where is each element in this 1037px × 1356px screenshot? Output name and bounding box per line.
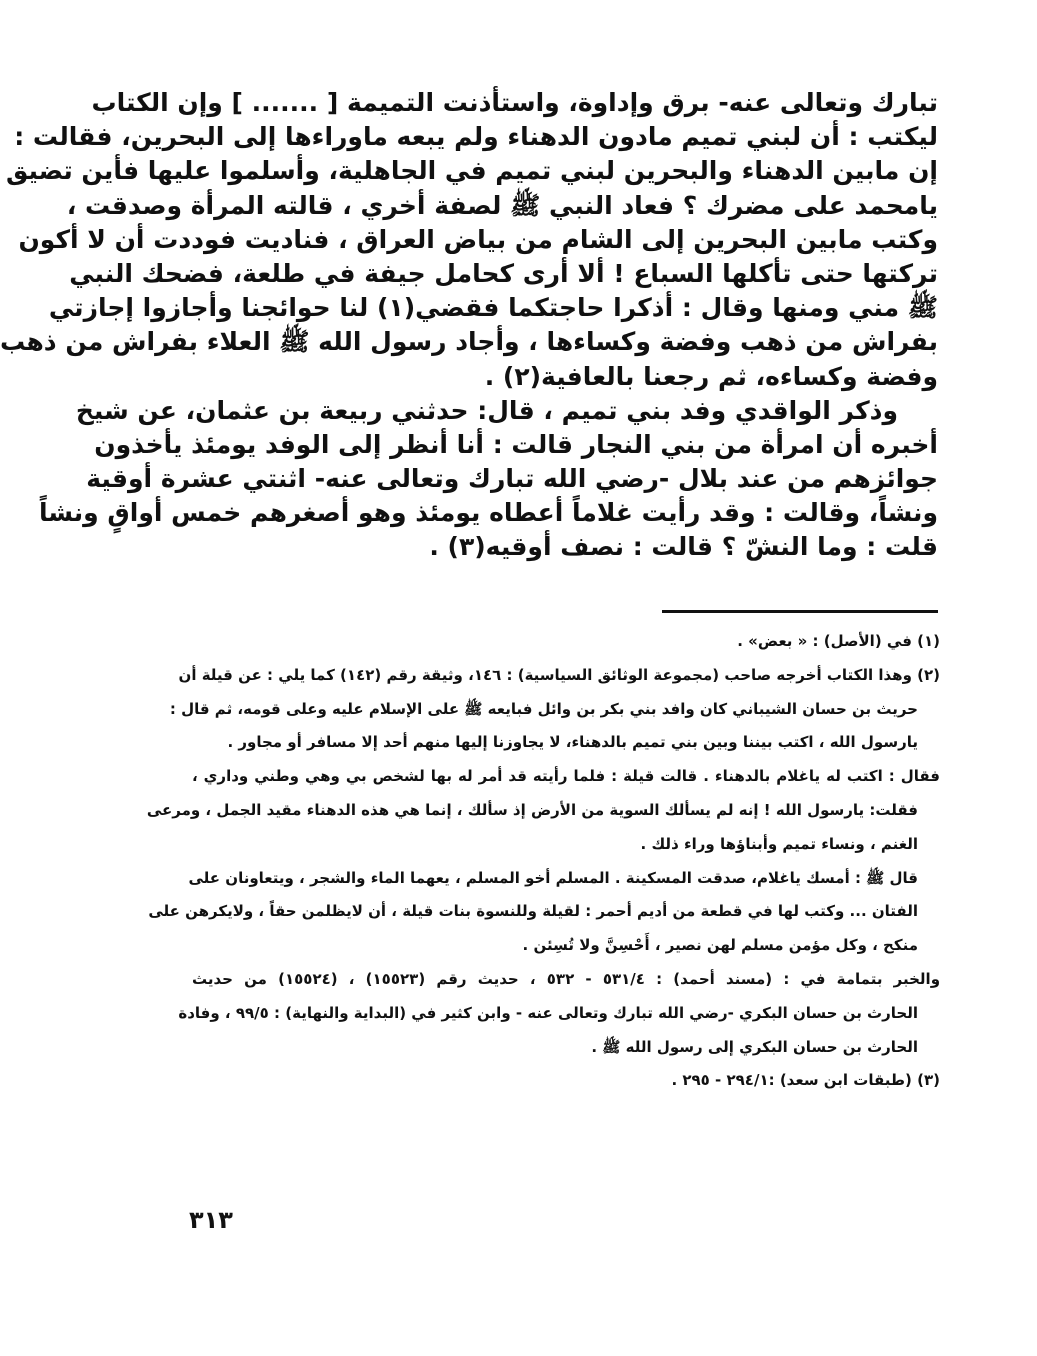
main-body-text [0, 86, 938, 565]
body-line-2: ليكتب : أن لبني تميم مادون الدهناء ولم يبعه ماوراءها إلى البحرين، فقالت : [14, 122, 938, 152]
body-line-12: جوائزهم من عند بلال -رضي الله تبارك وتعالى عنه- اثنتي عشرة أوقية [86, 464, 938, 494]
footnote-separator [662, 610, 938, 613]
footnote-line-12: الحارث بن حسان البكري -رضي الله تبارك وتعالى عنه - وابن كثير في (البداية والنهاية) : ٩٩/٥ ، وفادة [178, 1003, 918, 1022]
footnote-line-1: (١) في (الأصل) : « بعض» . [737, 632, 940, 650]
footnote-line-4: يارسول الله ، اكتب بيننا وبين بني تميم بالدهناء، لا يجاوزنا إليها منهم أحد إلا مسافر أو مجاور . [227, 733, 918, 752]
footnotes [146, 625, 941, 1098]
body-line-7: ﷺ مني ومنها وقال : أذكرا حاجتكما فقضي(١) لنا حوائجنا وأجازوا إجازتي [48, 293, 938, 323]
body-line-8: بفراش من ذهب وفضة وكساءها ، وأجاد رسول الله ﷺ العلاء بفراش من ذهب [0, 327, 938, 357]
footnote-line-13: الحارث بن حسان البكري إلى رسول الله ﷺ . [591, 1037, 918, 1056]
body-line-4: يامحمد على مضرك ؟ فعاد النبي ﷺ لصفة أخري ، قالته المرأة وصدقت ، [66, 190, 938, 220]
body-line-14: قلت : وما النشّ ؟ قالت : نصف أوقيه(٣) . [429, 532, 938, 562]
body-line-11: أخبره أن امرأة من بني النجار قالت : أنا أنظر إلى الوفد يومئذ يأخذون [94, 429, 938, 459]
body-line-13: ونشاً، وقالت : وقد رأيت غلاماً أعطاه يومئذ وهو أصغرهم خمس أواقٍ ونشاً [38, 498, 938, 528]
footnote-line-3: حريث بن حسان الشيباني كان وافد بني بكر بن وائل فبايعه ﷺ على الإسلام عليه وعلى قومه، ثم قال : [169, 699, 918, 718]
footnote-line-7: الغنم ، ونساء تميم وأبناؤها وراء ذلك . [640, 834, 918, 853]
footnote-line-2: (٢) وهذا الكتاب أخرجه صاحب (مجموعة الوثائق السياسية) : ١٤٦، وثيقة رقم (١٤٢) كما يلي : عن قيلة أن [178, 665, 940, 684]
body-line-5: وكتب مابين البحرين إلى الشام من بياض العراق ، فناديت فوددت أن لا أكون [18, 224, 938, 254]
footnote-line-5: فقال : اكتب له ياغلام بالدهناء . قالت قيلة : فلما رأيته قد أمر له بها لشخص بي وهي وطني وداري ، [192, 767, 940, 786]
footnote-line-14: (٣) (طبقات ابن سعد) :٢٩٤/١ - ٢٩٥ . [671, 1071, 940, 1090]
body-line-3: إن مابين الدهناء والبحرين لبني تميم في الجاهلية، وأسلموا عليها فأين تضيق [5, 156, 938, 186]
footnote-line-11: والخبر بتمامة في : (مسند أحمد) : ٥٣١/٤ - ٥٣٢ ، حديث رقم (١٥٥٢٣) ، (١٥٥٢٤) من حديث [192, 969, 941, 988]
page-number: ٣١٣ [189, 1206, 233, 1234]
body-line-6: تركتها حتى تأكلها السباع ! ألا أرى كحامل جيفة في طلعة، فضحك النبي [69, 258, 938, 288]
footnote-line-10: منكح ، وكل مؤمن مسلم لهن نصير ، أَحْسِنَّ ولا تُسِئن . [522, 936, 918, 955]
footnote-line-8: قال ﷺ : أمسك ياغلام، صدقت المسكينة . المسلم أخو المسلم ، يعهما الماء والشجر ، ويتعاونان على [188, 868, 918, 887]
body-line-9: وفضة وكساءه، ثم رجعنا بالعافية(٢) . [484, 361, 938, 391]
body-line-10: وذكر الواقدي وفد بني تميم ، قال: حدثني ربيعة بن عثمان، عن شيخ [75, 395, 898, 425]
footnote-line-6: فقلت: يارسول الله ! إنه لم يسألك السوية من الأرض إذ سألك ، إنما هي هذه الدهناء مقيد الجمل ، ومرعى [146, 800, 918, 819]
footnote-line-9: الفتان ... وكتب لها في قطعة من أديم أحمر : لقيلة وللنسوة بنات قيلة ، أن لايظلمن حقاً ، ولايكرهن على [148, 902, 918, 921]
body-line-1: تبارك وتعالى عنه- برق وإداوة، واستأذنت التميمة [ ....... ] وإن الكتاب [91, 88, 938, 117]
